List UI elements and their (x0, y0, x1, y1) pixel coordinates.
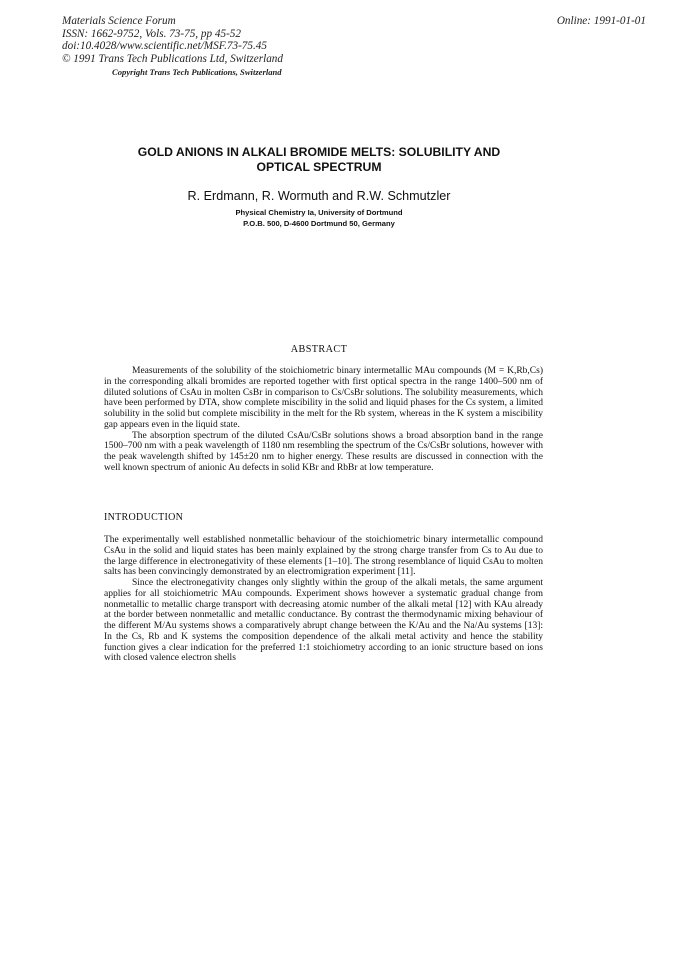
abstract-paragraph: The absorption spectrum of the diluted CsAu/CsBr solutions shows a broad absorption band in the range 1500–700 nm with a peak wavelength of 1180 nm resembling the spectrum of the Cs/CsBr solutions, however with the peak wavelength shifted by 145±20 nm to higher energy. These results are discussed in connection with the well known spectrum of anionic Au defects in solid KBr and RbBr at low temperature. (104, 430, 543, 473)
publisher-line: © 1991 Trans Tech Publications Ltd, Switzerland (62, 52, 283, 65)
affiliation-address: P.O.B. 500, D-4600 Dortmund 50, Germany (243, 219, 395, 228)
introduction-paragraph: The experimentally well established nonmetallic behaviour of the stoichiometric binary intermetallic compound CsAu in the solid and liquid states has been mainly explained by the strong charge transfer from Cs to Au due to the large difference in electronegativity of these elements [1–10]. The strong resemblance of liquid CsAu to molten salts has been convincingly demonstrated by an electromigration experiment [11]. (104, 535, 543, 578)
author-list: R. Erdmann, R. Wormuth and R.W. Schmutzler (187, 189, 451, 203)
introduction-heading: INTRODUCTION (104, 512, 184, 523)
paper-title (100, 145, 538, 175)
introduction-paragraph: Since the electronegativity changes only slightly within the group of the alkali metals, the same argument applies for all stoichiometric MAu compounds. Experiment shows however a systematic gradual change from nonmetallic to metallic charge transport with decreasing atomic number of the alkali metal [12] with KAu already at the border between nonmetallic and metallic conductance. By contrast the thermodynamic mixing behaviour of the different M/Au systems shows a comparatively abrupt change between the K/Au and the Na/Au systems [13]: In the Cs, Rb and K systems the composition dependence of the alkali metal activity and hence the stability function gives a clear indication for the preferred 1:1 stoichiometry according to an ionic structure based on ions with closed valence electron shells (104, 578, 543, 664)
journal-name: Materials Science Forum (62, 15, 176, 27)
title-line-1: GOLD ANIONS IN ALKALI BROMIDE MELTS: SOLUBILITY AND (137, 145, 501, 159)
journal-citation-block (62, 15, 283, 65)
online-date: Online: 1991-01-01 (556, 15, 646, 27)
affiliation-institution: Physical Chemistry Ia, University of Dortmund (235, 208, 403, 217)
abstract-paragraph: Measurements of the solubility of the stoichiometric binary intermetallic MAu compounds (M = K,Rb,Cs) in the corresponding alkali bromides are reported together with first optical spectra in the range 1400–500 nm of diluted solutions of CsAu in molten CsBr in comparison to Cs/CsBr solutions. The solubility measurements, which have been performed by DTA, show complete miscibility in the solid and liquid phases for the Cs system, a limited solubility in the solid but complete miscibility in the melt for the Rb system, whereas in the K system a miscibility gap appears even in the liquid state. (104, 366, 543, 430)
abstract-body (104, 366, 543, 474)
copyright-notice: Copyright Trans Tech Publications, Switzerland (112, 67, 282, 77)
doi-line: doi:10.4028/www.scientific.net/MSF.73-75.45 (62, 40, 267, 53)
introduction-body (104, 535, 543, 664)
abstract-heading: ABSTRACT (290, 344, 348, 355)
title-line-2: OPTICAL SPECTRUM (256, 160, 382, 174)
issn-line: ISSN: 1662-9752, Vols. 73-75, pp 45-52 (62, 27, 241, 40)
